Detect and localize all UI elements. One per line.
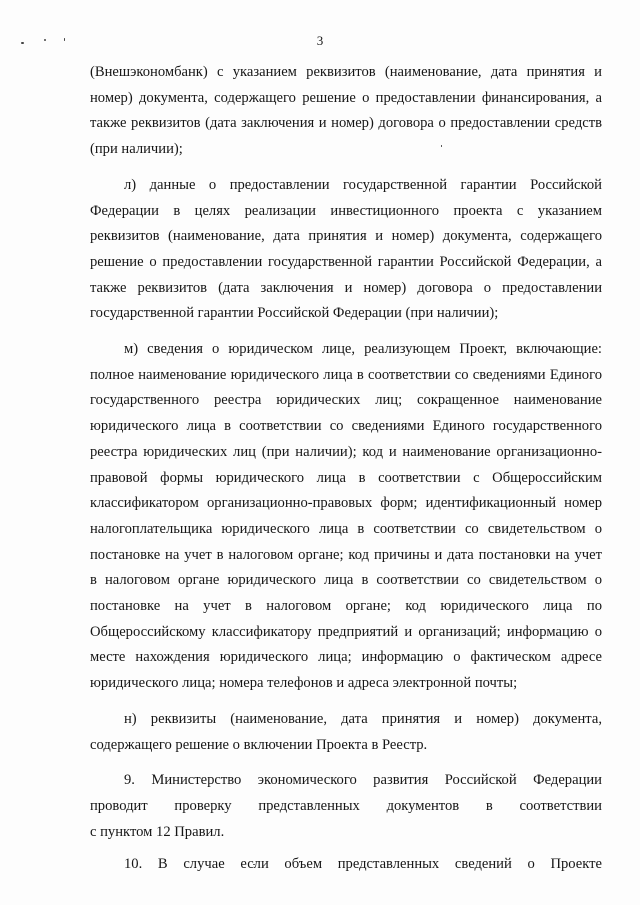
text-line: государственного реестра юридических лиц; сокращенное наименование: [90, 392, 602, 409]
text-line: 10. В случае если объем представленных сведений о Проекте: [124, 856, 602, 873]
text-line: 9. Министерство экономического развития Российской Федерации: [124, 772, 602, 789]
text-line: месте нахождения юридического лица; информацию о фактическом адресе: [90, 649, 602, 666]
paragraph-continuation: [90, 60, 602, 163]
text-line: Федерации в целях реализации инвестиционного проекта с указанием: [90, 202, 602, 219]
text-line: классификатором организационно-правовых форм; идентификационный номер: [90, 495, 602, 512]
text-line: м) сведения о юридическом лице, реализующем Проект, включающие:: [124, 341, 602, 358]
paragraph-clause-10: [90, 852, 602, 878]
text-line: государственной гарантии Российской Федерации (при наличии);: [90, 305, 499, 322]
text-line: с пунктом 12 Правил.: [90, 823, 225, 840]
text-line: налогоплательщика юридического лица в соответствии со свидетельством о: [90, 520, 602, 537]
text-line: реквизитов (наименование, дата принятия и номер) документа, содержащего: [90, 228, 602, 245]
text-line: юридического лица; номера телефонов и адреса электронной почты;: [90, 675, 518, 692]
text-line: юридического лица в соответствии со сведениями Единого государственного: [90, 418, 602, 435]
text-line: постановке на учет в налоговом органе; код причины и дата постановки на учет: [90, 546, 602, 563]
text-line: содержащего решение о включении Проекта в Реестр.: [90, 736, 428, 753]
document-body: [90, 60, 602, 878]
text-line: полное наименование юридического лица в соответствии со сведениями Единого: [90, 366, 602, 383]
paragraph-clause-9: [90, 768, 602, 845]
text-line: номер) документа, содержащего решение о предоставлении финансирования, а: [90, 89, 602, 106]
text-line: (при наличии);: [90, 141, 183, 158]
text-line: н) реквизиты (наименование, дата принятия и номер) документа,: [124, 710, 602, 727]
paragraph-item-l: [90, 173, 602, 327]
text-line: л) данные о предоставлении государственной гарантии Российской: [124, 176, 602, 193]
text-line: в налоговом органе юридического лица в соответствии со свидетельством о: [90, 572, 602, 589]
text-line: реестра юридических лиц (при наличии); код и наименование организационно-: [90, 443, 602, 460]
text-line: правовой формы юридического лица в соответствии с Общероссийским: [90, 469, 602, 486]
page-number: 3: [316, 33, 324, 48]
text-line: проводит проверку представленных документов в соответствии: [90, 797, 602, 814]
text-line: постановке на учет в налоговом органе; код юридического лица по: [90, 598, 602, 615]
text-line: (Внешэкономбанк) с указанием реквизитов (наименование, дата принятия и: [90, 64, 602, 80]
text-line: Общероссийскому классификатору предприятий и организаций; информацию о: [90, 623, 602, 640]
paragraph-item-n: [90, 707, 602, 758]
text-line: также реквизитов (дата заключения и номер) договора о предоставлении: [90, 279, 602, 296]
text-line: также реквизитов (дата заключения и номер) договора о предоставлении средств: [90, 115, 602, 132]
paragraph-item-m: [90, 337, 602, 697]
text-line: решение о предоставлении государственной гарантии Российской Федерации, а: [90, 253, 602, 270]
